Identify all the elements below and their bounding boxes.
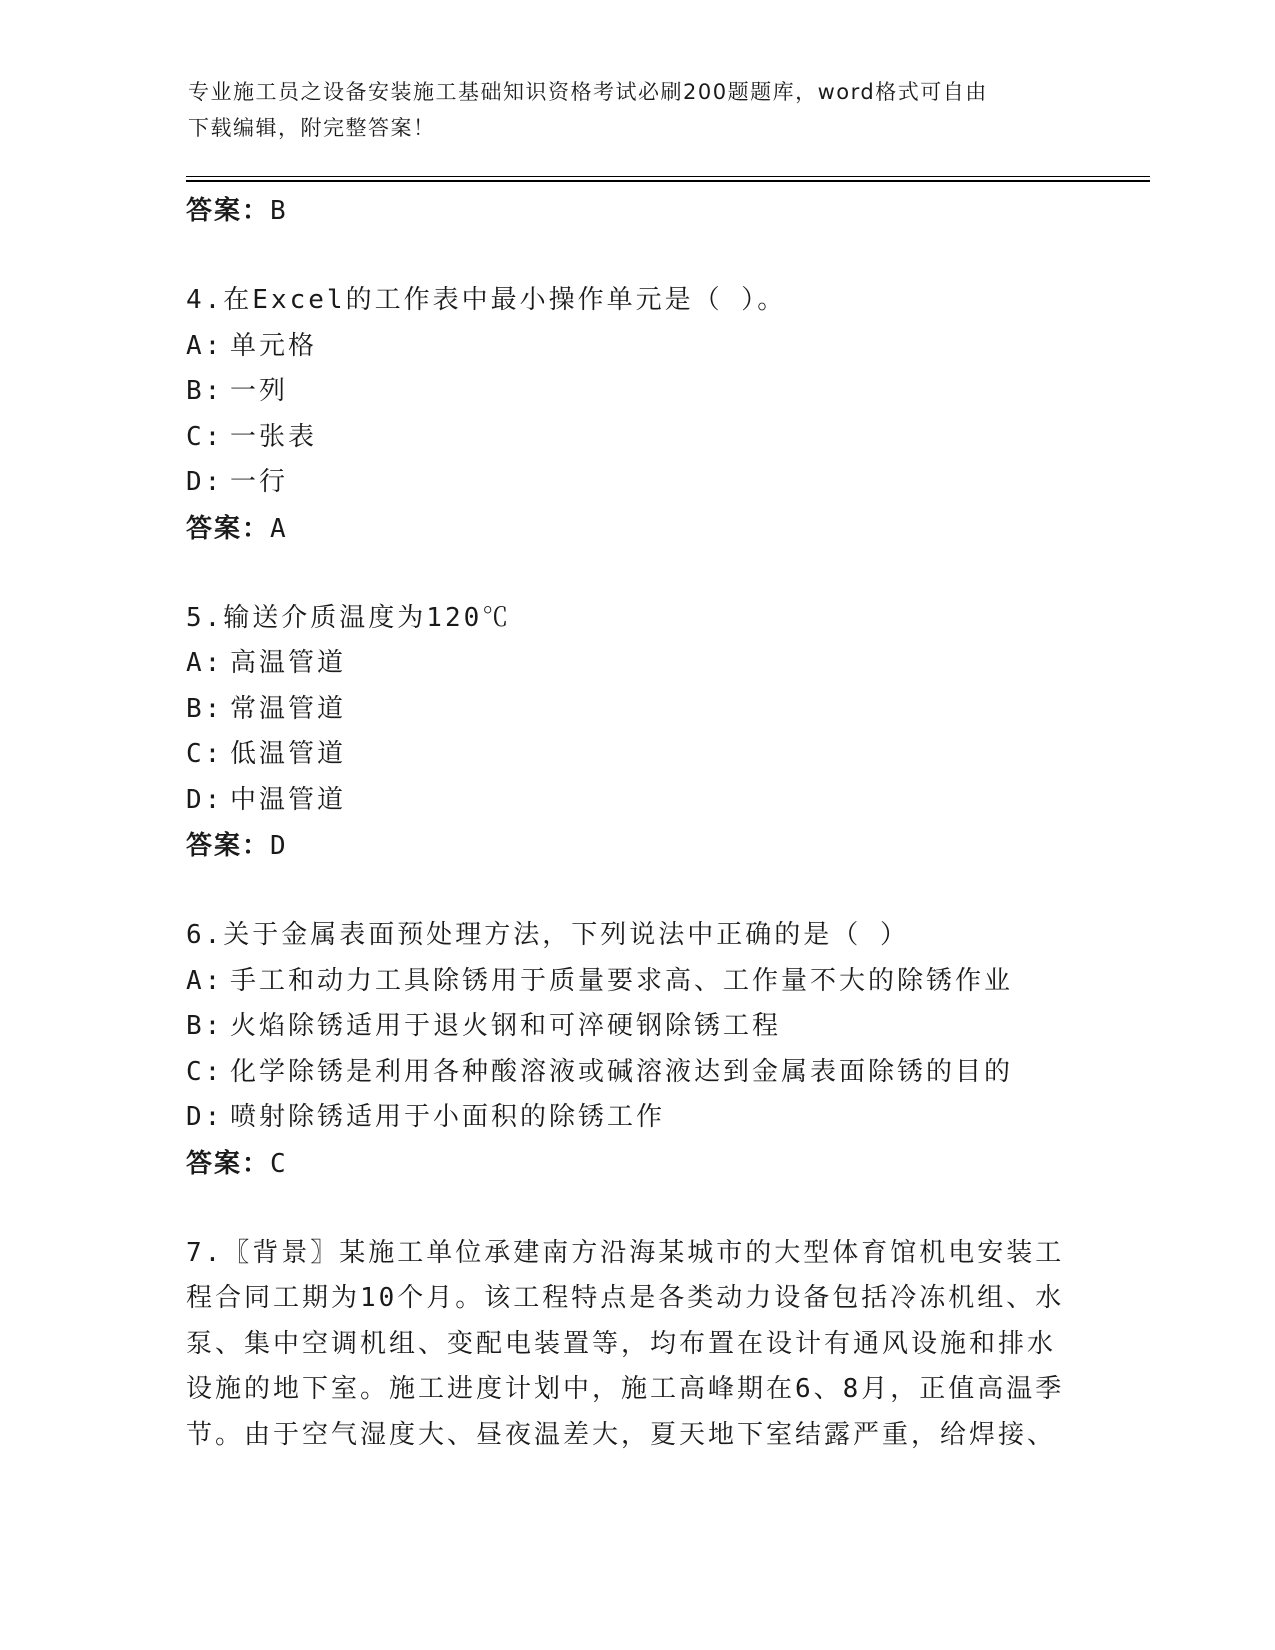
option-letter: D: xyxy=(186,467,224,497)
header-line-1: 专业施工员之设备安装施工基础知识资格考试必刷200题题库，word格式可自由 xyxy=(188,80,988,104)
option-text: 火焰除锈适用于退火钢和可淬硬钢除锈工程 xyxy=(230,1011,782,1041)
option-c xyxy=(186,1050,1106,1096)
option-a xyxy=(186,959,1106,1005)
question-7-line: 节。由于空气湿度大、昼夜温差大，夏天地下室结露严重，给焊接、 xyxy=(186,1419,1057,1450)
option-text: 一列 xyxy=(230,376,289,406)
option-d xyxy=(186,460,1106,506)
option-text: 中温管道 xyxy=(230,784,347,815)
answer-value: D xyxy=(270,831,288,861)
question-7-line: 设施的地下室。施工进度计划中，施工高峰期在6、8月，正值高温季 xyxy=(186,1374,1065,1404)
answer-label: 答案： xyxy=(186,513,271,544)
question-stem: 6.关于金属表面预处理方法，下列说法中正确的是（ ） xyxy=(186,920,909,950)
option-a xyxy=(186,324,1106,370)
question-6 xyxy=(186,913,1106,1187)
answer-value: C xyxy=(270,1148,288,1179)
option-letter: B: xyxy=(186,693,224,724)
answer-label: 答案： xyxy=(186,831,271,861)
question-4 xyxy=(186,278,1106,552)
option-text: 一张表 xyxy=(230,421,318,452)
option-text: 高温管道 xyxy=(230,648,347,678)
document-body xyxy=(186,188,1106,1458)
option-d xyxy=(186,778,1106,824)
answer-value: B xyxy=(270,196,288,226)
answer-label: 答案： xyxy=(186,196,271,226)
option-d xyxy=(186,1095,1106,1141)
option-letter: C: xyxy=(186,421,224,452)
answer-value: A xyxy=(270,513,288,544)
option-text: 低温管道 xyxy=(230,739,347,769)
header-divider xyxy=(186,176,1150,182)
answer-label: 答案： xyxy=(186,1148,271,1179)
option-a xyxy=(186,641,1106,687)
option-text: 单元格 xyxy=(230,330,318,361)
option-b xyxy=(186,687,1106,733)
option-text: 常温管道 xyxy=(230,693,347,724)
option-text: 一行 xyxy=(230,467,289,497)
answer xyxy=(186,506,1106,552)
question-7-line: 泵、集中空调机组、变配电装置等，均布置在设计有通风设施和排水 xyxy=(186,1328,1057,1359)
answer-previous xyxy=(186,188,1106,234)
question-stem: 5.输送介质温度为120℃ xyxy=(186,602,512,633)
option-letter: B: xyxy=(186,376,224,406)
option-letter: C: xyxy=(186,1056,224,1087)
option-text: 化学除锈是利用各种酸溶液或碱溶液达到金属表面除锈的目的 xyxy=(230,1056,1014,1087)
option-text: 喷射除锈适用于小面积的除锈工作 xyxy=(230,1102,666,1132)
option-letter: A: xyxy=(186,330,224,361)
option-c xyxy=(186,732,1106,778)
question-stem: 4.在Excel的工作表中最小操作单元是（ ）。 xyxy=(186,285,787,315)
header-line-2: 下载编辑，附完整答案！ xyxy=(188,116,436,140)
option-letter: D: xyxy=(186,1102,224,1132)
option-letter: A: xyxy=(186,648,224,678)
option-text: 手工和动力工具除锈用于质量要求高、工作量不大的除锈作业 xyxy=(230,965,1014,996)
option-c xyxy=(186,415,1106,461)
option-letter: B: xyxy=(186,1011,224,1041)
document-header xyxy=(188,74,1068,146)
question-5 xyxy=(186,596,1106,870)
question-7-line: 程合同工期为10个月。该工程特点是各类动力设备包括冷冻机组、水 xyxy=(186,1283,1065,1313)
option-letter: A: xyxy=(186,965,224,996)
option-b xyxy=(186,369,1106,415)
option-b xyxy=(186,1004,1106,1050)
answer xyxy=(186,1141,1106,1187)
option-letter: C: xyxy=(186,739,224,769)
option-letter: D: xyxy=(186,784,224,815)
question-7-line: 7.〖背景〗某施工单位承建南方沿海某城市的大型体育馆机电安装工 xyxy=(186,1237,1065,1268)
question-7 xyxy=(186,1231,1106,1459)
answer xyxy=(186,823,1106,869)
